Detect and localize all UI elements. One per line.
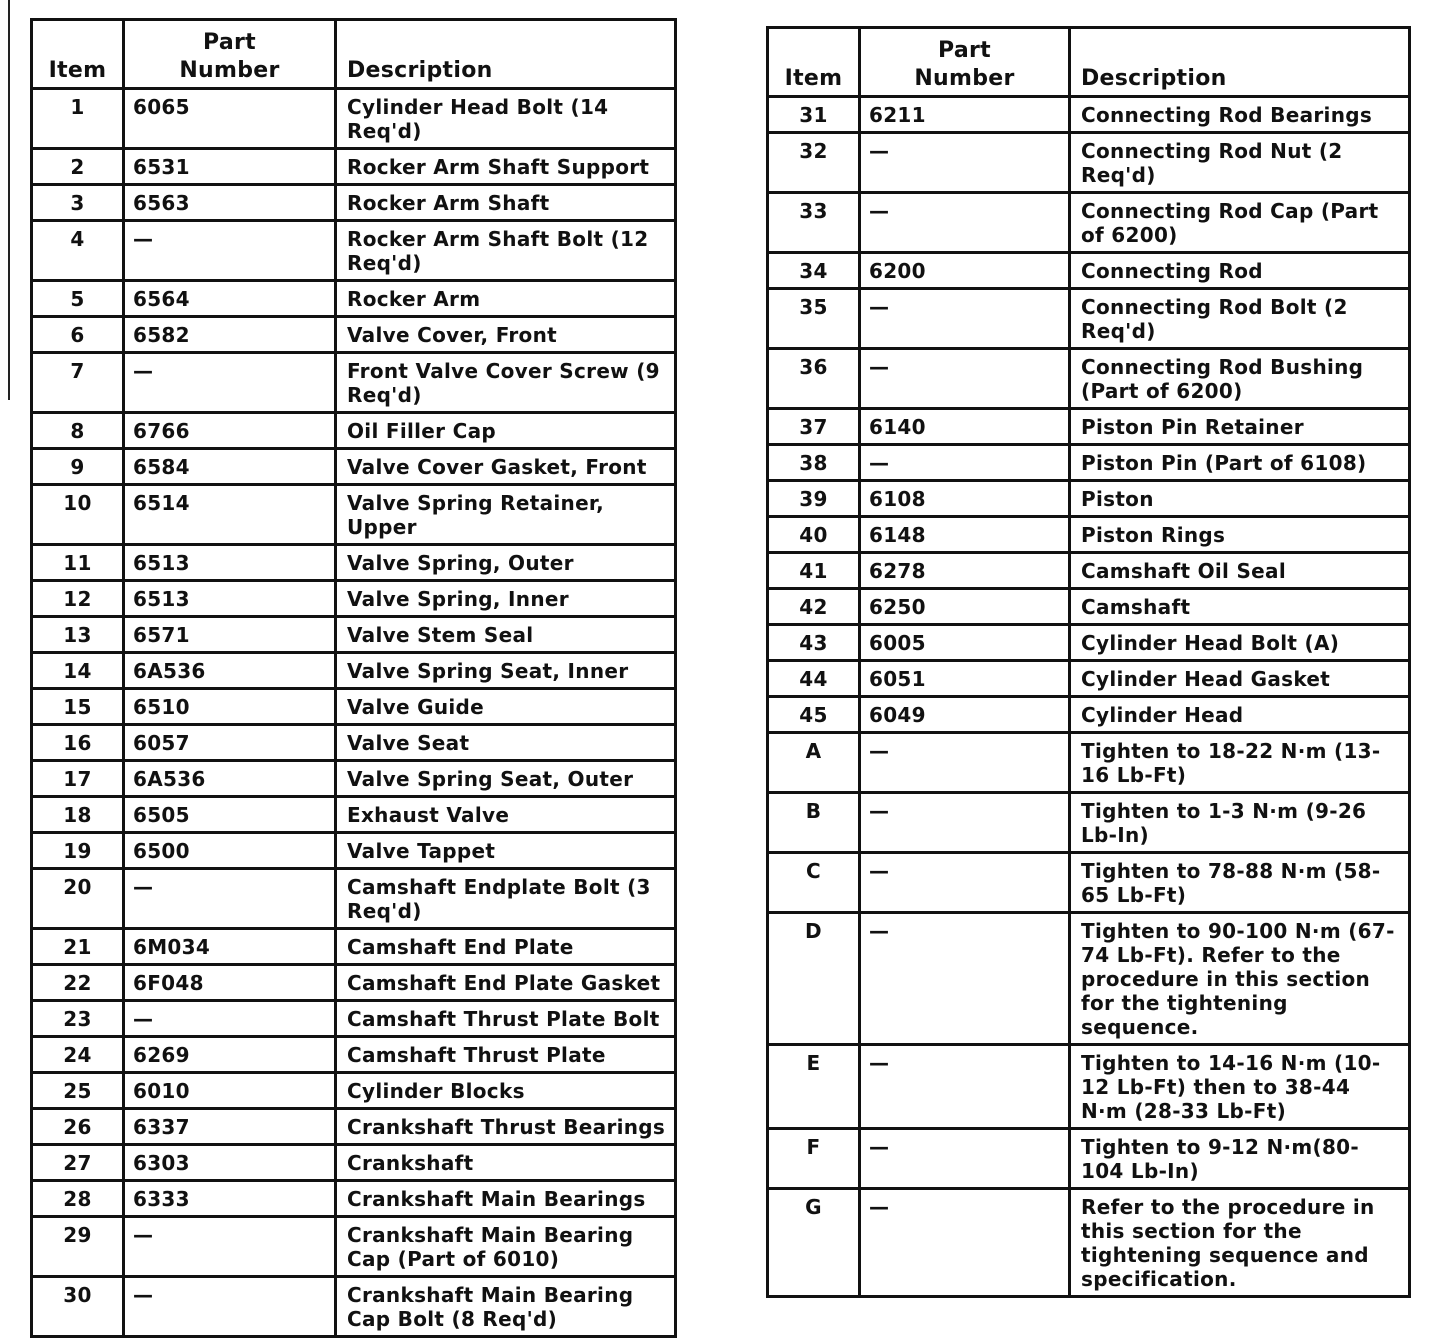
description-cell: Rocker Arm [336,281,676,317]
part-number-cell: 6766 [124,413,336,449]
part-number-cell: 6513 [124,545,336,581]
header-part-line1: Part [203,30,256,55]
part-number-cell: 6563 [124,185,336,221]
description-cell: Rocker Arm Shaft [336,185,676,221]
item-cell: 33 [768,193,860,253]
item-cell: 27 [32,1145,124,1181]
description-cell: Cylinder Blocks [336,1073,676,1109]
parts-table-left-body [32,89,676,1337]
table-row [768,553,1410,589]
description-cell: Connecting Rod Bolt (2 Req'd) [1070,289,1410,349]
table-row [32,353,676,413]
part-number-cell: 6108 [860,481,1070,517]
table-row [32,413,676,449]
part-number-cell: 6140 [860,409,1070,445]
table-row [32,653,676,689]
table-row [32,965,676,1001]
description-cell: Crankshaft Thrust Bearings [336,1109,676,1145]
table-row [32,1109,676,1145]
description-cell: Camshaft Oil Seal [1070,553,1410,589]
part-number-cell: — [124,353,336,413]
description-cell: Front Valve Cover Screw (9 Req'd) [336,353,676,413]
part-number-cell: 6057 [124,725,336,761]
part-number-cell: — [860,193,1070,253]
item-cell: 37 [768,409,860,445]
table-row [768,517,1410,553]
part-number-cell: 6564 [124,281,336,317]
item-cell: 1 [32,89,124,149]
header-part-line1: Part [938,38,991,63]
part-number-cell: 6333 [124,1181,336,1217]
description-cell: Tighten to 14-16 N·m (10-12 Lb-Ft) then to 38-44 N·m (28-33 Lb-Ft) [1070,1045,1410,1129]
description-cell: Cylinder Head Gasket [1070,661,1410,697]
table-row [32,1145,676,1181]
item-cell: 41 [768,553,860,589]
item-cell: 18 [32,797,124,833]
parts-table-right-body [768,97,1410,1297]
table-row [32,1037,676,1073]
item-cell: G [768,1189,860,1297]
item-cell: 36 [768,349,860,409]
header-part-line2: Number [914,66,1015,91]
description-cell: Tighten to 78-88 N·m (58-65 Lb-Ft) [1070,853,1410,913]
item-cell: 22 [32,965,124,1001]
part-number-cell: 6582 [124,317,336,353]
item-cell: C [768,853,860,913]
description-cell: Valve Seat [336,725,676,761]
table-row [32,1181,676,1217]
header-part-number [860,28,1070,97]
table-row [768,733,1410,793]
item-cell: 3 [32,185,124,221]
item-cell: 14 [32,653,124,689]
item-cell: 44 [768,661,860,697]
item-cell: 35 [768,289,860,349]
table-row [32,1217,676,1277]
item-cell: 31 [768,97,860,133]
item-cell: 9 [32,449,124,485]
item-cell: 21 [32,929,124,965]
item-cell: 16 [32,725,124,761]
description-cell: Crankshaft Main Bearings [336,1181,676,1217]
description-cell: Connecting Rod Bearings [1070,97,1410,133]
description-cell: Rocker Arm Shaft Support [336,149,676,185]
part-number-cell: — [124,869,336,929]
description-cell: Tighten to 9-12 N·m(80-104 Lb-In) [1070,1129,1410,1189]
description-cell: Crankshaft Main Bearing Cap Bolt (8 Req'd) [336,1277,676,1337]
part-number-cell: 6010 [124,1073,336,1109]
description-cell: Piston Rings [1070,517,1410,553]
item-cell: B [768,793,860,853]
part-number-cell: — [860,1189,1070,1297]
header-description: Description [1070,28,1410,97]
description-cell: Valve Guide [336,689,676,725]
description-cell: Piston Pin (Part of 6108) [1070,445,1410,481]
part-number-cell: — [860,349,1070,409]
table-row [768,97,1410,133]
part-number-cell: 6505 [124,797,336,833]
description-cell: Tighten to 90-100 N·m (67-74 Lb-Ft). Refer to the procedure in this section for the tightening sequence. [1070,913,1410,1045]
table-header-row [768,28,1410,97]
description-cell: Exhaust Valve [336,797,676,833]
table-row [32,1073,676,1109]
part-number-cell: — [124,221,336,281]
item-cell: 17 [32,761,124,797]
part-number-cell: 6269 [124,1037,336,1073]
part-number-cell: — [124,1277,336,1337]
item-cell: A [768,733,860,793]
table-row [768,1045,1410,1129]
description-cell: Camshaft Thrust Plate [336,1037,676,1073]
parts-table-right [766,26,1411,1298]
description-cell: Valve Spring Seat, Outer [336,761,676,797]
table-row [768,697,1410,733]
table-row [768,1189,1410,1297]
item-cell: 42 [768,589,860,625]
table-row [32,725,676,761]
part-number-cell: — [860,1045,1070,1129]
table-row [32,1001,676,1037]
part-number-cell: 6148 [860,517,1070,553]
item-cell: 24 [32,1037,124,1073]
description-cell: Camshaft End Plate [336,929,676,965]
part-number-cell: 6A536 [124,653,336,689]
table-row [32,617,676,653]
part-number-cell: — [124,1217,336,1277]
item-cell: 28 [32,1181,124,1217]
description-cell: Valve Stem Seal [336,617,676,653]
part-number-cell: 6514 [124,485,336,545]
item-cell: 15 [32,689,124,725]
description-cell: Connecting Rod Cap (Part of 6200) [1070,193,1410,253]
part-number-cell: 6051 [860,661,1070,697]
item-cell: 5 [32,281,124,317]
part-number-cell: — [860,133,1070,193]
description-cell: Refer to the procedure in this section for the tightening sequence and specification. [1070,1189,1410,1297]
item-cell: 34 [768,253,860,289]
part-number-cell: — [860,289,1070,349]
description-cell: Tighten to 1-3 N·m (9-26 Lb-In) [1070,793,1410,853]
table-row [32,281,676,317]
description-cell: Valve Tappet [336,833,676,869]
part-number-cell: 6278 [860,553,1070,589]
table-row [32,581,676,617]
item-cell: 12 [32,581,124,617]
description-cell: Connecting Rod Bushing (Part of 6200) [1070,349,1410,409]
item-cell: 7 [32,353,124,413]
part-number-cell: 6F048 [124,965,336,1001]
table-row [768,661,1410,697]
table-row [32,545,676,581]
item-cell: 26 [32,1109,124,1145]
description-cell: Crankshaft Main Bearing Cap (Part of 6010) [336,1217,676,1277]
description-cell: Valve Spring Seat, Inner [336,653,676,689]
table-row [768,589,1410,625]
description-cell: Camshaft Thrust Plate Bolt [336,1001,676,1037]
description-cell: Valve Spring Retainer, Upper [336,485,676,545]
part-number-cell: 6584 [124,449,336,485]
part-number-cell: 6049 [860,697,1070,733]
header-part-number [124,20,336,89]
description-cell: Connecting Rod [1070,253,1410,289]
part-number-cell: 6303 [124,1145,336,1181]
item-cell: 6 [32,317,124,353]
part-number-cell: 6065 [124,89,336,149]
header-part-line2: Number [179,58,280,83]
item-cell: 20 [32,869,124,929]
description-cell: Camshaft [1070,589,1410,625]
item-cell: 29 [32,1217,124,1277]
table-row [32,797,676,833]
part-number-cell: 6337 [124,1109,336,1145]
description-cell: Piston [1070,481,1410,517]
item-cell: D [768,913,860,1045]
item-cell: 43 [768,625,860,661]
description-cell: Connecting Rod Nut (2 Req'd) [1070,133,1410,193]
table-row [768,409,1410,445]
description-cell: Camshaft Endplate Bolt (3 Req'd) [336,869,676,929]
parts-table-left [30,18,677,1338]
table-row [32,929,676,965]
header-item: Item [768,28,860,97]
description-cell: Valve Spring, Inner [336,581,676,617]
table-row [768,253,1410,289]
description-cell: Camshaft End Plate Gasket [336,965,676,1001]
description-cell: Oil Filler Cap [336,413,676,449]
item-cell: 13 [32,617,124,653]
margin-rule [8,0,10,400]
table-row [768,445,1410,481]
table-row [768,133,1410,193]
part-number-cell: 6510 [124,689,336,725]
item-cell: F [768,1129,860,1189]
item-cell: 8 [32,413,124,449]
table-header-row [32,20,676,89]
part-number-cell: 6500 [124,833,336,869]
part-number-cell: — [860,733,1070,793]
table-row [32,833,676,869]
table-row [32,89,676,149]
part-number-cell: — [860,793,1070,853]
table-row [32,689,676,725]
table-row [768,481,1410,517]
item-cell: 38 [768,445,860,481]
description-cell: Piston Pin Retainer [1070,409,1410,445]
header-description: Description [336,20,676,89]
description-cell: Cylinder Head [1070,697,1410,733]
part-number-cell: 6571 [124,617,336,653]
item-cell: 39 [768,481,860,517]
table-row [768,793,1410,853]
table-row [32,869,676,929]
table-row [768,913,1410,1045]
description-cell: Valve Cover Gasket, Front [336,449,676,485]
item-cell: 32 [768,133,860,193]
part-number-cell: 6531 [124,149,336,185]
description-cell: Tighten to 18-22 N·m (13-16 Lb-Ft) [1070,733,1410,793]
item-cell: 2 [32,149,124,185]
part-number-cell: 6250 [860,589,1070,625]
table-row [32,317,676,353]
description-cell: Rocker Arm Shaft Bolt (12 Req'd) [336,221,676,281]
description-cell: Valve Cover, Front [336,317,676,353]
part-number-cell: 6211 [860,97,1070,133]
table-row [32,449,676,485]
part-number-cell: 6A536 [124,761,336,797]
table-row [32,761,676,797]
table-row [768,1129,1410,1189]
description-cell: Valve Spring, Outer [336,545,676,581]
item-cell: 25 [32,1073,124,1109]
item-cell: 11 [32,545,124,581]
table-row [768,289,1410,349]
table-row [32,485,676,545]
description-cell: Cylinder Head Bolt (A) [1070,625,1410,661]
item-cell: 45 [768,697,860,733]
table-row [32,221,676,281]
description-cell: Cylinder Head Bolt (14 Req'd) [336,89,676,149]
part-number-cell: 6005 [860,625,1070,661]
description-cell: Crankshaft [336,1145,676,1181]
part-number-cell: 6M034 [124,929,336,965]
item-cell: 40 [768,517,860,553]
part-number-cell: — [860,913,1070,1045]
part-number-cell: — [124,1001,336,1037]
item-cell: E [768,1045,860,1129]
part-number-cell: 6513 [124,581,336,617]
table-row [32,1277,676,1337]
item-cell: 23 [32,1001,124,1037]
part-number-cell: — [860,1129,1070,1189]
table-row [32,149,676,185]
part-number-cell: — [860,853,1070,913]
header-item: Item [32,20,124,89]
item-cell: 30 [32,1277,124,1337]
table-row [768,349,1410,409]
table-row [768,853,1410,913]
table-row [768,193,1410,253]
item-cell: 10 [32,485,124,545]
part-number-cell: 6200 [860,253,1070,289]
item-cell: 19 [32,833,124,869]
table-row [768,625,1410,661]
part-number-cell: — [860,445,1070,481]
table-row [32,185,676,221]
item-cell: 4 [32,221,124,281]
